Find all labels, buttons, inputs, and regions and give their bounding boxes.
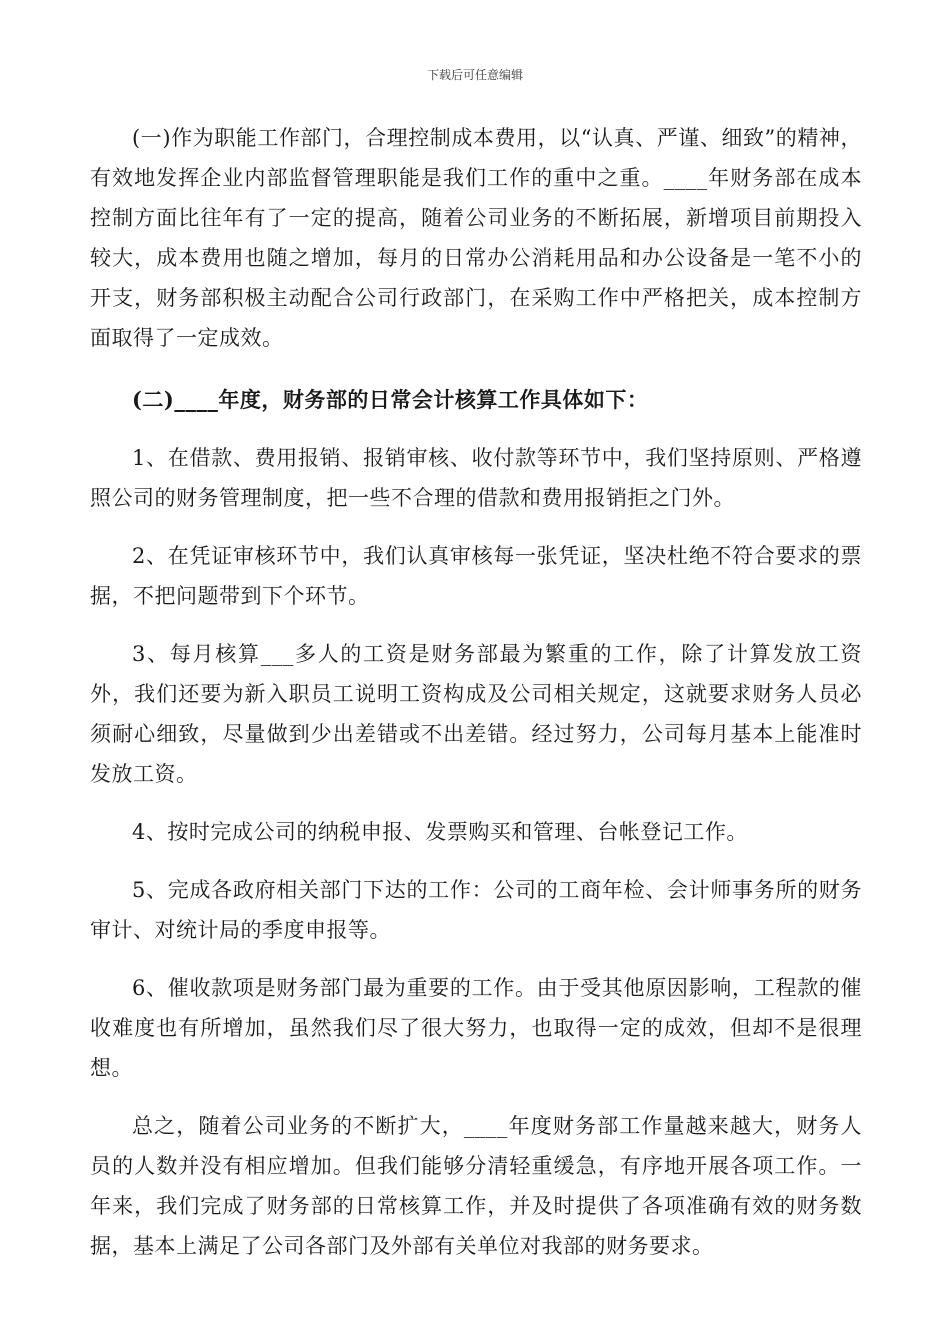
list-item-2: 2、在凭证审核环节中，我们认真审核每一张凭证，坚决杜绝不符合要求的票据，不把问题带到下个环节。 xyxy=(90,544,862,608)
list-item-4: 4、按时完成公司的纳税申报、发票购买和管理、台帐登记工作。 xyxy=(132,820,748,844)
list-item-6: 6、催收款项是财务部门最为重要的工作。由于受其他原因影响，工程款的催收难度也有所增加，虽然我们尽了很大努力，也取得一定的成效，但却不是很理想。 xyxy=(90,976,862,1080)
list-item-3: 3、每月核算___多人的工资是财务部最为繁重的工作，除了计算发放工资外，我们还要为新入职员工说明工资构成及公司相关规定，这就要求财务人员必须耐心细致，尽量做到少出差错或不出差错。经过努力，公司每月基本上能准时发放工资。 xyxy=(90,642,862,786)
paragraph-cost-control: (一)作为职能工作部门，合理控制成本费用，以“认真、严谨、细致”的精神，有效地发挥企业内部监督管理职能是我们工作的重中之重。____年财务部在成本控制方面比往年有了一定的提高，随着公司业务的不断拓展，新增项目前期投入较大，成本费用也随之增加，每月的日常办公消耗用品和办公设备是一笔不小的开支，财务部积极主动配合公司行政部门，在采购工作中严格把关，成本控制方面取得了一定成效。 xyxy=(90,126,862,350)
page-header: 下载后可任意编辑 xyxy=(426,68,523,82)
list-item-5: 5、完成各政府相关部门下达的工作：公司的工商年检、会计师事务所的财务审计、对统计局的季度申报等。 xyxy=(90,878,862,942)
section-heading-daily-accounting: (二)____年度，财务部的日常会计核算工作具体如下： xyxy=(132,387,649,412)
document-body xyxy=(90,118,862,1266)
list-item-1: 1、在借款、费用报销、报销审核、收付款等环节中，我们坚持原则、严格遵照公司的财务管理制度，把一些不合理的借款和费用报销拒之门外。 xyxy=(90,446,862,510)
paragraph-summary: 总之，随着公司业务的不断扩大，____年度财务部工作量越来越大，财务人员的人数并没有相应增加。但我们能够分清轻重缓急，有序地开展各项工作。一年来，我们完成了财务部的日常核算工作，并及时提供了各项准确有效的财务数据，基本上满足了公司各部门及外部有关单位对我部的财务要求。 xyxy=(90,1114,862,1258)
